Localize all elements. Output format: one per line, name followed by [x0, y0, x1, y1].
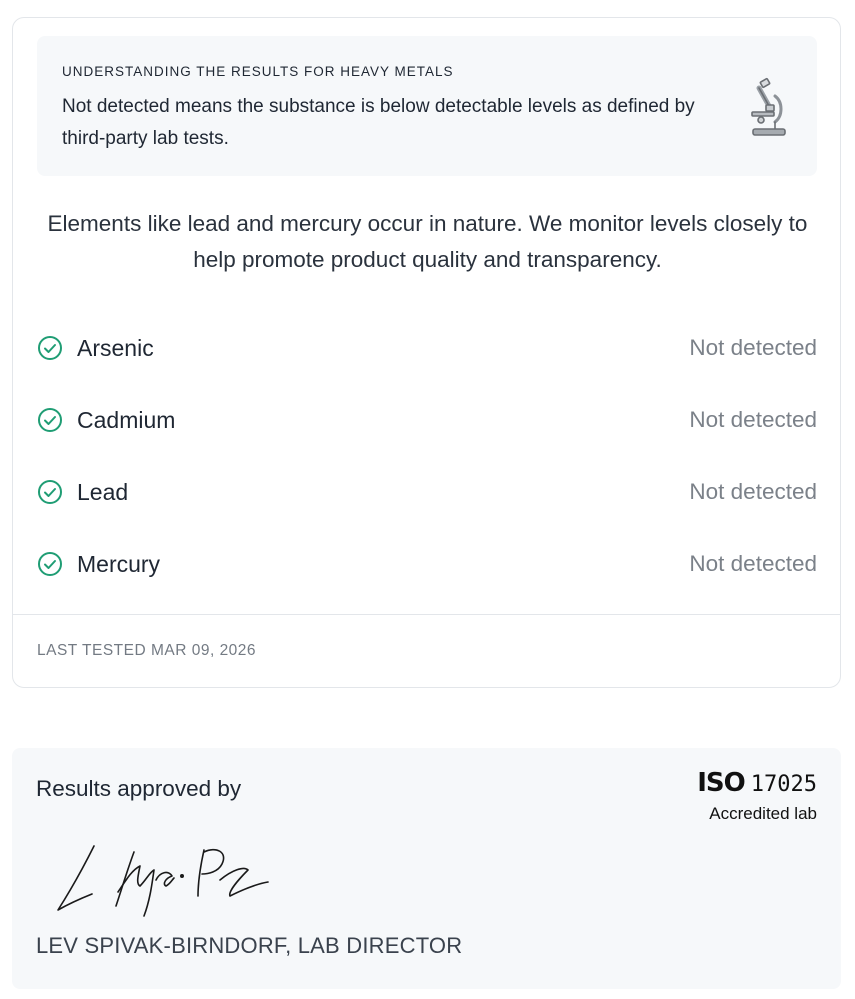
iso-number: 17025 [750, 772, 817, 797]
explainer-body: Not detected means the substance is below detectable levels as defined by third-party lab tests. [62, 96, 695, 149]
list-item [37, 312, 817, 384]
metal-status: Not detected [689, 551, 817, 576]
iso-accreditation [697, 768, 817, 824]
check-circle-icon [37, 335, 63, 361]
approval-panel [12, 748, 841, 989]
check-circle-icon [37, 479, 63, 505]
metal-name: Lead [77, 478, 129, 505]
approved-by-heading: Results approved by [36, 776, 242, 801]
microscope-icon [739, 76, 787, 138]
accredited-label: Accredited lab [709, 804, 817, 823]
metal-name: Mercury [77, 550, 161, 577]
signer-name: LEV SPIVAK-BIRNDORF, LAB DIRECTOR [36, 933, 463, 958]
metal-name: Cadmium [77, 406, 176, 433]
list-item [37, 456, 817, 528]
check-circle-icon [37, 551, 63, 577]
check-circle-icon [37, 407, 63, 433]
heavy-metals-card [12, 17, 841, 688]
last-tested-date: LAST TESTED MAR 09, 2026 [37, 642, 257, 659]
explainer-title: UNDERSTANDING THE RESULTS FOR HEAVY METALS [62, 64, 454, 79]
metal-status: Not detected [689, 335, 817, 360]
metal-name: Arsenic [77, 334, 154, 361]
intro-text: Elements like lead and mercury occur in nature. We monitor levels closely to help promote product quality and transparency. [47, 211, 808, 272]
iso-logo: ISO [697, 768, 745, 798]
divider [13, 614, 840, 615]
metal-status: Not detected [689, 479, 817, 504]
metals-list [37, 312, 817, 600]
results-explainer [37, 36, 817, 176]
metal-status: Not detected [689, 407, 817, 432]
list-item [37, 384, 817, 456]
signature-image [52, 840, 282, 920]
list-item [37, 528, 817, 600]
